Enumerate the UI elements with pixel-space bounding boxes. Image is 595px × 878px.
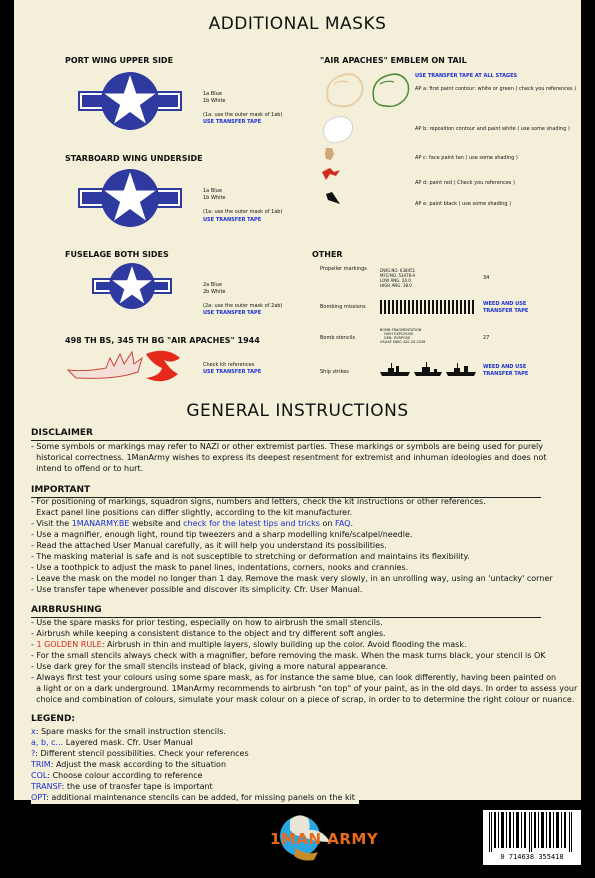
other-heading: OTHER [312, 250, 343, 259]
starboard-note: (1a: use the outer mask of 1ab) [203, 209, 283, 215]
airbrushing-heading: AIRBRUSHING [31, 605, 102, 615]
emblem-heading: "AIR APACHES" EMBLEM ON TAIL [320, 56, 467, 65]
bomb-label: Bombing missions [320, 304, 366, 310]
emblem-red-detail [320, 166, 342, 184]
airbrushing-line-8: choice and combination of colours, simulate your mask colour on a piece of scrap, in order to to determine the right colour or nuance. [31, 695, 575, 704]
title-additional-masks: ADDITIONAL MASKS [208, 14, 387, 34]
ship-note: WEED AND USE [483, 364, 527, 370]
red-wave-shape [142, 348, 184, 386]
airbrushing-line-7: a light or on a dark underground. 1ManArmy recommends to airbrush "on top" of your paint, as in the old days. In order to assess your [31, 684, 578, 693]
ship-strike-silhouettes [380, 360, 476, 378]
bs498-heading: 498 TH BS, 345 TH BG "AIR APACHES" 1944 [65, 336, 260, 345]
port-tape: USE TRANSFER TAPE [203, 119, 262, 125]
stencil-num: 27 [483, 335, 490, 341]
legend-item-abc: a, b, c... Layered mask. Cfr. User Manual [31, 738, 193, 747]
fuselage-note: (2a: use the outer mask of 2ab) [203, 303, 283, 309]
instruction-sheet [14, 0, 581, 800]
prop-line-1: MFG'NO. 53478-A [380, 273, 416, 278]
port-wing-heading: PORT WING UPPER SIDE [65, 56, 174, 65]
lightning-bolt-outline [66, 348, 146, 384]
prop-num: 34 [483, 275, 490, 281]
emblem-black-detail [322, 190, 342, 208]
bomb-tape: TRANSFER TAPE [483, 308, 529, 314]
important-line-2: Exact panel line positions can differ slightly, according to the kit manufacturer. [31, 508, 353, 517]
star-insignia-starboard [78, 169, 182, 229]
important-line-5: - Read the attached User Manual carefully, as it will help you understand its possibilities. [31, 541, 387, 550]
important-line-4: - Use a magnifier, enough light, round tip tweezers and a sharp modelling knife/scalpel/needle. [31, 530, 413, 539]
legend-item-col: COL: Choose colour according to reference [31, 771, 203, 780]
stencil-line-2: GEN. PURPOSE [384, 336, 411, 340]
important-line-3: - Visit the 1MANARMY.BE website and check for the latest tips and tricks on FAQ. [31, 519, 354, 528]
port-note: (1a: use the outer mask of 1ab) [203, 112, 283, 118]
bomb-note: WEED AND USE [483, 301, 527, 307]
fuselage-l1: 2a Blue [203, 282, 222, 288]
emblem-ap-e: AP e: paint black ( use some shading ) [415, 201, 512, 207]
disclaimer-heading: DISCLAIMER [31, 428, 93, 438]
stencil-line-0: BOMB FRAGMENTATION [380, 328, 422, 332]
legend-item-x: x: Spare masks for the small instruction stencils. [31, 727, 226, 736]
emblem-face-tan [322, 146, 336, 162]
airbrushing-line-3: - 1 GOLDEN RULE: Airbrush in thin and multiple layers, slowly building up the color. Avoid flooding the mask. [31, 640, 467, 649]
airbrushing-line-5: - Use dark grey for the small stencils instead of black, giving a more natural appearance. [31, 662, 389, 671]
brand-logo-text: 1MAN ARMY [270, 830, 379, 848]
ship-label: Ship strikes [320, 369, 349, 375]
star-insignia-fuselage [92, 263, 172, 309]
disclaimer-line-2: intend to offend or to hurt. [31, 464, 144, 473]
emblem-ap-a: AP a: first paint contour: white or green ( check you references ) [415, 86, 577, 92]
important-line-9: - Use transfer tape whenever possible and discover its simplicity. Cfr. User Manual. [31, 585, 363, 594]
emblem-contour-green [366, 70, 414, 112]
stencil-label: Bomb stencils [320, 335, 356, 341]
faq-link[interactable]: FAQ [334, 519, 351, 528]
brand-logo [266, 808, 379, 874]
bs498-tape: USE TRANSFER TAPE [203, 369, 262, 375]
site-link[interactable]: 1MANARMY.BE [71, 519, 130, 528]
starboard-tape: USE TRANSFER TAPE [203, 217, 262, 223]
starboard-l2: 1b White [203, 195, 226, 201]
emblem-ap-c: AP c: face paint tan ( use some shading ) [415, 155, 518, 161]
airbrushing-line-2: - Airbrush while keeping a consistent distance to the object and try different soft angles. [31, 629, 386, 638]
important-line-8: - Leave the mask on the model no longer than 1 day. Remove the mask very slowly, in an unrolling way, using an 'untacky' corner [31, 574, 553, 583]
disclaimer-line-0: - Some symbols or markings may refer to NAZI or other extremist parties. These markings or symbols are being used for purely [31, 442, 544, 451]
disclaimer-rule [31, 440, 541, 441]
legend-item-trim: TRIM: Adjust the mask according to the situation [31, 760, 227, 769]
important-line-1: - For positioning of markings, squadron signs, numbers and letters, check the kit instructions or other references. [31, 497, 486, 506]
fuselage-heading: FUSELAGE BOTH SIDES [65, 250, 169, 259]
legend-item-question: ?: Different stencil possibilities. Check your references [31, 749, 249, 758]
airbrushing-line-1: - Use the spare masks for prior testing, especially on how to airbrush the small stencils. [31, 618, 383, 627]
important-line-7: - Use a toothpick to adjust the mask to panel lines, indentations, corners, nooks and crannies. [31, 563, 409, 572]
barcode-number: 0 714638 355418 [500, 853, 564, 861]
ship-tape: TRANSFER TAPE [483, 371, 529, 377]
important-heading: IMPORTANT [31, 485, 91, 495]
important-line-6: - The masking material is safe and is not susceptible to stretching or deformation and maintains its flexibility. [31, 552, 470, 561]
port-l2: 1b White [203, 98, 226, 104]
emblem-ap-b: AP b: reposition contour and paint white ( use some shading ) [415, 126, 570, 132]
stencil-line-3: USAAF DWG 420-20-2026 [380, 340, 426, 344]
legend-item-transf: TRANSF: the use of transfer tape is important [31, 782, 213, 791]
emblem-white-fill [320, 114, 354, 144]
prop-line-0: DWG.NO. 638451 [380, 268, 416, 273]
fuselage-tape: USE TRANSFER TAPE [203, 310, 262, 316]
emblem-contour-white [320, 70, 368, 112]
prop-label: Propeller markings [320, 266, 367, 272]
legend-item-opt: OPT: additional maintenance stencils can be added, for missing panels on the kit [31, 793, 359, 804]
port-l1: 1a Blue [203, 91, 222, 97]
stencil-line-1: HIGH EXPLOSIVE [384, 332, 414, 336]
emblem-tape: USE TRANSFER TAPE AT ALL STAGES [415, 73, 518, 79]
legend-heading: LEGEND: [31, 714, 76, 724]
airbrushing-line-4: - For the small stencils always check with a magnifier, before removing the mask. When the mask turns black, your stencil is OK [31, 651, 546, 660]
star-insignia-port [78, 72, 182, 132]
bs498-l1: Check kit references [203, 362, 255, 368]
golden-rule: 1 GOLDEN RULE [36, 640, 102, 649]
airbrushing-line-6: - Always first test your colours using some spare mask, as for instance the same blue, can look differently, having been painted on [31, 673, 557, 682]
fuselage-l2: 2b White [203, 289, 226, 295]
barcode-bars [483, 810, 581, 854]
starboard-l1: 1a Blue [203, 188, 222, 194]
prop-line-3: HIGH ANG. 38.0 [380, 283, 412, 288]
barcode [483, 810, 581, 865]
bomb-mission-marks [380, 300, 476, 316]
starboard-heading: STARBOARD WING UNDERSIDE [65, 154, 203, 163]
title-general-instructions: GENERAL INSTRUCTIONS [186, 401, 409, 421]
tips-link[interactable]: check for the latest tips and tricks [183, 519, 320, 528]
emblem-ap-d: AP d: paint red ( Check you references ) [415, 180, 515, 186]
prop-line-2: LOW ANG. 24.0 [380, 278, 411, 283]
disclaimer-line-1: historical correctness. 1ManArmy wishes to express its deepest resentment for extremist and inhuman ideologies and does not [31, 453, 547, 462]
